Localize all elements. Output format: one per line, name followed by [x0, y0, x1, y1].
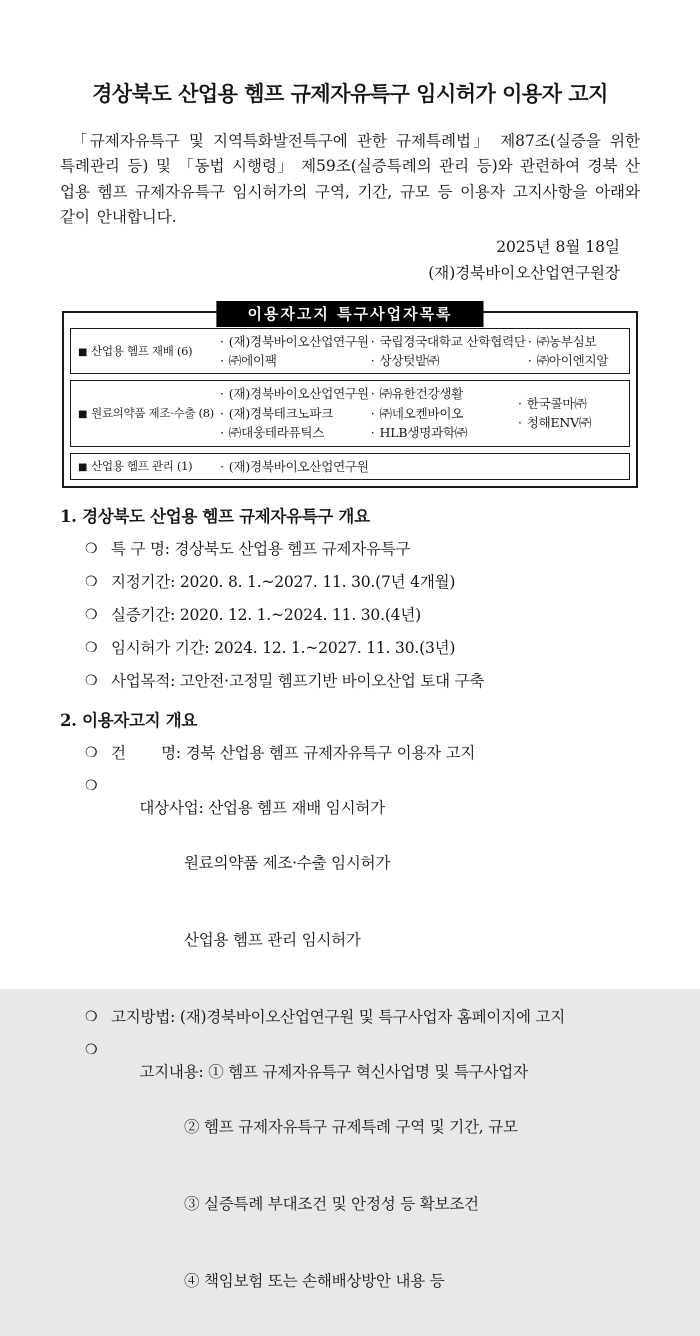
- company-column: [218, 384, 369, 442]
- company-entry: [218, 423, 369, 442]
- company-entry: [218, 457, 369, 476]
- table-row-hemp-cultivation: [70, 328, 630, 375]
- company-columns: [218, 454, 629, 479]
- company-entry: [369, 404, 516, 423]
- item-text: 사업목적: 고안전·고정밀 헴프기반 바이오산업 토대 구축: [111, 671, 485, 690]
- circle-bullet-icon: ❍: [85, 1008, 98, 1025]
- dot-bullet-icon: ·: [370, 425, 375, 441]
- company-entry: [526, 351, 615, 370]
- item-text: 특 구 명: 경상북도 산업용 헴프 규제자유특구: [111, 539, 411, 558]
- category-label: [71, 340, 218, 362]
- company-entry: [218, 404, 369, 423]
- category-label: [71, 455, 218, 477]
- dot-bullet-icon: ·: [370, 386, 375, 402]
- dot-bullet-icon: ·: [527, 333, 532, 349]
- company-entry: [369, 351, 526, 370]
- intro-paragraph: 「규제자유특구 및 지역특화발전특구에 관한 규제특례법」 제87조(실증을 위한 특례관리 등) 및 「동법 시행령」 제59조(실증특례의 관리 등)와 관련하여 경북 산업용 헴프 규제자유특구 임시허가의 구역, 기간, 규모 등 이용자 고지사항을 아래와 같이 안내합니다.: [60, 132, 640, 227]
- circle-bullet-icon: ❍: [85, 1041, 98, 1058]
- list-item-designation-period: [60, 571, 640, 593]
- company-entry: [516, 394, 629, 413]
- dot-bullet-icon: ·: [220, 425, 224, 441]
- company-name: (재)경북바이오산업연구원: [228, 333, 369, 349]
- item-sub-line: ② 헴프 규제자유특구 규제특례 구역 및 기간, 규모: [184, 1117, 518, 1136]
- company-name: 한국콜마㈜: [526, 396, 587, 412]
- item-sub-line: ③ 실증특례 부대조건 및 안정성 등 확보조건: [184, 1194, 479, 1213]
- item-text: 지정기간: 2020. 8. 1.~2027. 11. 30.(7년 4개월): [111, 572, 456, 591]
- dot-bullet-icon: ·: [220, 405, 224, 421]
- company-columns: [218, 381, 629, 445]
- company-name: ㈜유한건강생활: [379, 386, 464, 402]
- company-entry: [218, 384, 369, 403]
- list-item-temporary-permit-period: [60, 637, 640, 659]
- item-text: 건 명: 경북 산업용 헴프 규제자유특구 이용자 고지: [111, 743, 476, 762]
- square-bullet-icon: ■: [78, 409, 88, 421]
- company-name: ㈜대웅테라퓨틱스: [228, 425, 325, 441]
- circle-bullet-icon: ❍: [85, 672, 98, 689]
- company-name: ㈜아이엔지알: [536, 353, 609, 368]
- page-title: 경상북도 산업용 헴프 규제자유특구 임시허가 이용자 고지: [92, 81, 608, 106]
- company-entry: [369, 384, 516, 403]
- table-row-hemp-management: [70, 453, 630, 480]
- company-name: ㈜네오켄바이오: [379, 405, 464, 421]
- company-name: (재)경북바이오산업연구원: [228, 458, 369, 474]
- square-bullet-icon: ■: [78, 462, 88, 474]
- company-name: ㈜에이팩: [228, 353, 277, 368]
- category-text: 산업용 헴프 관리 (1): [91, 459, 193, 474]
- item-text: [111, 775, 640, 995]
- company-entry: [369, 332, 526, 351]
- table-row-api-manufacture-export: [70, 380, 630, 446]
- list-item-target-business: [60, 775, 640, 995]
- category-text: 산업용 헴프 재배 (6): [91, 344, 193, 358]
- company-name: 청해ENV㈜: [526, 415, 592, 431]
- signer-line: (재)경북바이오산업연구원장: [428, 263, 620, 282]
- company-column: [218, 332, 369, 371]
- item-text: 고지방법: (재)경북바이오산업연구원 및 특구사업자 홈페이지에 고지: [111, 1007, 565, 1026]
- dot-bullet-icon: ·: [527, 353, 532, 368]
- company-name: (재)경북바이오산업연구원: [228, 386, 369, 402]
- company-entry: [218, 351, 369, 370]
- company-column: [218, 457, 369, 476]
- item-sub-line: 원료의약품 제조·수출 임시허가: [184, 853, 391, 872]
- list-item-case-name: [60, 742, 640, 764]
- list-item-notice-contents: [60, 1039, 640, 1336]
- circle-bullet-icon: ❍: [85, 777, 98, 794]
- item-text: 임시허가 기간: 2024. 12. 1.~2027. 11. 30.(3년): [111, 638, 456, 657]
- list-item-notice-method: [60, 1006, 640, 1028]
- company-name: ㈜농부심보: [536, 333, 597, 349]
- list-item-zone-name: [60, 538, 640, 560]
- dot-bullet-icon: ·: [517, 415, 522, 431]
- company-entry: [526, 332, 615, 351]
- company-column: [516, 394, 629, 433]
- company-name: (재)경북테크노파크: [228, 405, 334, 421]
- dot-bullet-icon: ·: [220, 353, 224, 368]
- company-column: [526, 332, 615, 371]
- company-entry: [369, 423, 516, 442]
- item-sub-line: 산업용 헴프 관리 임시허가: [184, 930, 361, 949]
- item-text: [111, 1039, 640, 1336]
- dot-bullet-icon: ·: [220, 458, 224, 474]
- item-main-line: 대상사업: 산업용 헴프 재배 임시허가: [139, 798, 385, 817]
- item-sub-line: ④ 책임보험 또는 손해배상방안 내용 등: [184, 1271, 445, 1290]
- company-name: 국립경국대학교 산학협력단: [379, 333, 526, 349]
- section-2-heading: 2. 이용자고지 개요: [60, 710, 197, 730]
- company-columns: [218, 329, 629, 374]
- company-entry: [218, 332, 369, 351]
- company-column: [369, 332, 526, 371]
- category-text: 원료의약품 제조·수출 (8): [91, 406, 214, 421]
- dot-bullet-icon: ·: [370, 333, 375, 349]
- circle-bullet-icon: ❍: [85, 744, 98, 761]
- dot-bullet-icon: ·: [370, 405, 375, 421]
- list-item-business-purpose: [60, 670, 640, 692]
- dot-bullet-icon: ·: [517, 396, 522, 412]
- square-bullet-icon: ■: [78, 347, 88, 358]
- list-item-demonstration-period: [60, 604, 640, 626]
- date-line: 2025년 8월 18일: [496, 237, 620, 256]
- circle-bullet-icon: ❍: [85, 573, 98, 590]
- company-column: [369, 384, 516, 442]
- dot-bullet-icon: ·: [220, 386, 224, 402]
- circle-bullet-icon: ❍: [85, 606, 98, 623]
- table-caption: 이용자고지 특구사업자목록: [216, 301, 483, 327]
- circle-bullet-icon: ❍: [85, 639, 98, 656]
- company-name: 상상텃밭㈜: [379, 353, 440, 368]
- company-entry: [516, 413, 629, 432]
- dot-bullet-icon: ·: [220, 333, 224, 349]
- dot-bullet-icon: ·: [370, 353, 375, 368]
- category-label: [71, 402, 218, 424]
- item-text: 실증기간: 2020. 12. 1.~2024. 11. 30.(4년): [111, 605, 421, 624]
- circle-bullet-icon: ❍: [85, 540, 98, 557]
- notice-table: [62, 304, 638, 488]
- item-main-line: 고지내용: ① 헴프 규제자유특구 혁신사업명 및 특구사업자: [139, 1062, 528, 1081]
- section-1-heading: 1. 경상북도 산업용 헴프 규제자유특구 개요: [60, 506, 370, 526]
- company-name: HLB생명과학㈜: [379, 425, 468, 441]
